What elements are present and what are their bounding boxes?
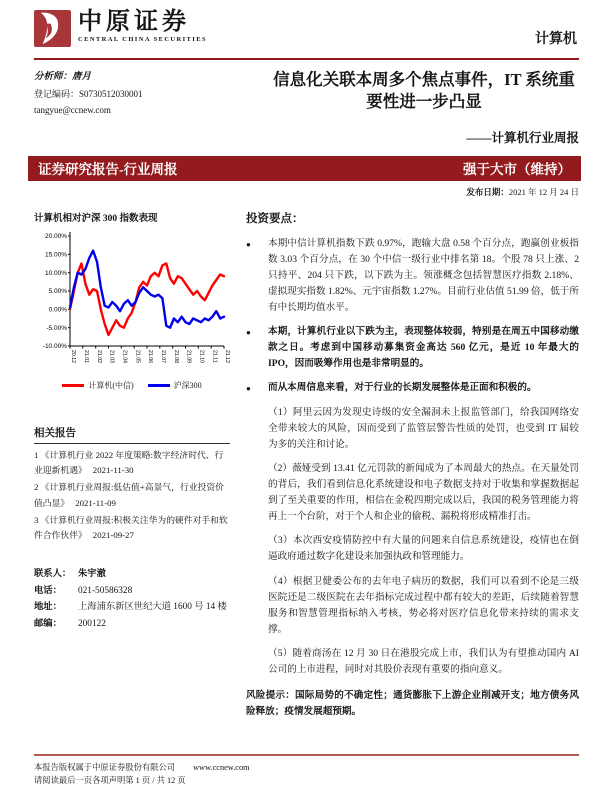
svg-text:21.08: 21.08 xyxy=(172,349,179,363)
header-divider xyxy=(34,58,579,60)
svg-text:21.09: 21.09 xyxy=(185,349,192,363)
contact-value: 朱宇澈 xyxy=(78,568,106,579)
svg-text:21.04: 21.04 xyxy=(121,349,128,363)
header xyxy=(34,10,579,54)
bullet-dot-icon: ● xyxy=(246,384,251,394)
svg-text:0.00%: 0.00% xyxy=(48,306,67,314)
bullet-dot-icon: ● xyxy=(246,328,251,338)
contact-person-row xyxy=(34,566,230,583)
company-name-cn: 中原证券 xyxy=(78,9,190,35)
report-list-item[interactable] xyxy=(34,448,230,479)
contact-value: 021-50586328 xyxy=(78,585,133,596)
category-banner xyxy=(28,156,581,181)
report-title-text: 3 《计算机行业周报:积极关注华为的硬件对手和软件合作伙伴》 xyxy=(34,515,228,541)
svg-text:21.07: 21.07 xyxy=(160,349,166,363)
meta-title-row xyxy=(34,69,579,146)
industry-tag: 计算机 xyxy=(535,32,577,47)
report-list-item[interactable] xyxy=(34,513,230,544)
contact-label: 地址： xyxy=(34,602,62,613)
contact-block xyxy=(34,566,230,633)
report-title-text: 1 《计算机行业 2022 年度策略:数字经济时代、行业迎新机遇》 xyxy=(34,449,224,475)
right-column xyxy=(230,210,579,721)
key-point-bullet xyxy=(246,380,579,396)
contact-zip-row xyxy=(34,616,230,633)
svg-text:10.00%: 10.00% xyxy=(44,269,67,277)
legend-label-computer: 计算机(中信) xyxy=(88,380,134,390)
svg-text:21.06: 21.06 xyxy=(147,349,154,363)
key-point-paragraph: （1）阿里云因为发现史诗级的安全漏洞未上报监管部门，给我国网络安全带来较大的风险，因而受到了监管层警告性质的处罚，也受到 IT 届较为多的关注和讨论。 xyxy=(268,406,579,450)
publish-date-label: 发布日期： xyxy=(466,186,509,197)
legend-swatch-blue xyxy=(148,384,170,387)
analyst-id: 登记编码：S0730512030001 xyxy=(34,89,143,100)
svg-text:21.03: 21.03 xyxy=(108,349,115,363)
contact-phone-row xyxy=(34,583,230,600)
related-reports xyxy=(34,425,230,544)
chart-title: 计算机相对沪深 300 指数表现 xyxy=(34,213,158,224)
title-block xyxy=(239,69,579,146)
report-title: 信息化关联本周多个焦点事件，IT 系统重要性进一步凸显 xyxy=(273,70,575,112)
legend-item-hs300 xyxy=(148,380,202,391)
report-title-text: 2 《计算机行业周报:低估值+高景气，行业投资价值凸显》 xyxy=(34,482,224,508)
footer-page-info: 请阅读最后一页各项声明第 1 页 / 共 12 页 xyxy=(34,776,186,786)
svg-text:21.10: 21.10 xyxy=(198,349,205,363)
key-point-bullet xyxy=(246,324,579,372)
svg-text:21.05: 21.05 xyxy=(134,349,141,363)
publish-date-value: 2021 年 12 月 24 日 xyxy=(508,186,579,197)
related-reports-heading: 相关报告 xyxy=(34,425,230,444)
legend-label-hs300: 沪深300 xyxy=(173,380,202,390)
key-point-paragraph: （3）本次西安疫情防控中有大量的问题来自信息系统建设，疫情也在倒逼政府通过数字化建设来加强执政和管理能力。 xyxy=(268,535,579,563)
report-subtitle: ——计算机行业周报 xyxy=(466,130,579,145)
key-point-paragraph: （2）薇娅受到 13.41 亿元罚款的新闻成为了本周最大的热点。在天量处罚的背后，我们看到信息化系统建设和电子数据支持对于收集和掌握数据起到了至关重要的作用，相信在金税四期完成以后，我国的税务管理能力将再上一个台阶，对于个人和企业的偷税、漏税将形成精准打击。 xyxy=(268,462,579,523)
left-column xyxy=(34,210,230,721)
risk-warning: 风险提示：国际局势的不确定性；通货膨胀下上游企业削减开支；地方债务风险释放；疫情发展超预期。 xyxy=(246,690,579,718)
legend-item-computer xyxy=(62,380,133,391)
contact-label: 电话： xyxy=(34,585,62,596)
bullet-dot-icon: ● xyxy=(246,239,251,249)
body-columns xyxy=(34,210,579,721)
key-points-heading: 投资要点： xyxy=(246,212,304,225)
analyst-block xyxy=(34,69,239,146)
key-point-paragraph: （4）根据卫健委公布的去年电子病历的数据，我们可以看到不论是三级医院还是二级医院在去年指标完成过程中都有较大的差距，后续随着智慧服务和智慧管理指标纳入考核，势必将对医疗信息化带来持续的需求支撑。 xyxy=(268,575,579,635)
svg-text:21.01: 21.01 xyxy=(83,349,89,363)
key-point-bullet xyxy=(246,236,579,317)
company-name-en: CENTRAL CHINA SECURITIES xyxy=(78,36,207,43)
analyst-name: 分析师：唐月 xyxy=(34,72,92,82)
bullet-text: 本期中信计算机指数下跌 0.97%，跑输大盘 0.58 个百分点，跑赢创业板指数 3.03 个百分点，在 30 个中信一级行业中排名第 18。个股 78 只上涨、2 只持平、204 只下跌，以下跌为主。领涨概念包括智慧医疗指数 2.18%、虚拟现实指数 1.82%、元宇宙指数 1.27%。目前行业估值 51.99 倍，低于所有中长期均值水平。 xyxy=(268,237,579,313)
legend-swatch-red xyxy=(62,384,84,387)
footer-website[interactable]: www.ccnew.com xyxy=(193,763,250,772)
svg-text:21.11: 21.11 xyxy=(211,349,218,363)
contact-label: 联系人： xyxy=(34,568,72,579)
svg-text:15.00%: 15.00% xyxy=(44,251,67,259)
report-date: 2021-11-30 xyxy=(92,464,134,475)
bullet-text: 本期，计算机行业以下跌为主，表现整体较弱，特别是在周五中国移动缴款之日。考虑到中国移动募集资金高达 560 亿元，是近 10 年最大的 IPO，因而吸筹作用也是非常明显的。 xyxy=(268,326,579,370)
svg-text:21.12: 21.12 xyxy=(224,349,230,363)
report-date: 2021-09-27 xyxy=(92,530,134,541)
related-reports-list xyxy=(34,448,230,544)
banner-left-label: 证券研究报告-行业周报 xyxy=(38,162,178,178)
svg-text:5.00%: 5.00% xyxy=(48,287,67,295)
svg-text:20.12: 20.12 xyxy=(70,349,77,363)
footer-copyright: 本报告版权属于中原证券股份有限公司 xyxy=(34,763,176,772)
relative-performance-chart xyxy=(34,228,230,378)
svg-text:21.02: 21.02 xyxy=(95,349,102,363)
svg-text:-10.00%: -10.00% xyxy=(42,342,67,350)
footer-text xyxy=(34,761,579,788)
report-list-item[interactable] xyxy=(34,480,230,511)
svg-text:-5.00%: -5.00% xyxy=(46,324,67,332)
page-footer xyxy=(0,754,600,800)
svg-text:20.00%: 20.00% xyxy=(44,232,67,240)
rating-badge: 强于大市（维持） xyxy=(463,162,571,178)
company-logo-icon xyxy=(34,10,71,47)
report-date: 2021-11-09 xyxy=(75,497,116,508)
contact-value: 200122 xyxy=(78,619,106,630)
footer-copyright-line xyxy=(34,761,579,774)
key-point-paragraph: （5）随着商汤在 12 月 30 日在港股完成上市，我们认为有望推动国内 AI 公司的上市进程，同时对其股价表现有重要的指向意义。 xyxy=(268,647,579,676)
analyst-email[interactable]: tangyue@ccnew.com xyxy=(34,105,111,116)
contact-value: 上海浦东新区世纪大道 1600 号 14 楼 xyxy=(78,602,227,613)
company-name xyxy=(78,10,207,44)
contact-address-row xyxy=(34,599,230,616)
footer-divider xyxy=(34,754,579,756)
bullet-text: 而从本周信息来看，对于行业的长期发展整体是正面和积极的。 xyxy=(268,382,537,394)
chart-legend xyxy=(34,380,230,391)
publish-date xyxy=(34,186,579,198)
contact-label: 邮编： xyxy=(34,619,62,630)
